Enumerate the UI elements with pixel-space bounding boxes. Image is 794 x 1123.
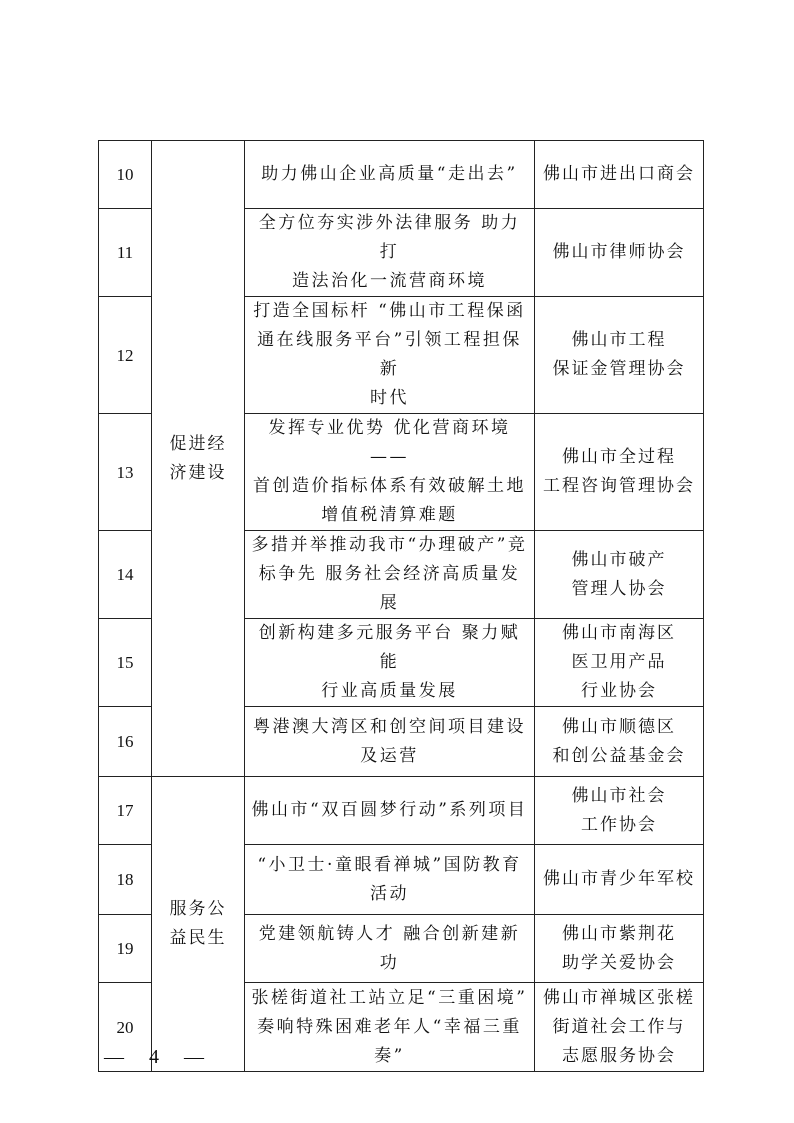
org-line: 佛山市青少年军校 — [543, 869, 695, 889]
org-line: 佛山市工程 — [571, 330, 667, 350]
project-line: 粤港澳大湾区和创空间项目建设 — [253, 716, 526, 737]
project-line: 奏” — [374, 1045, 405, 1066]
org-line: 街道社会工作与 — [552, 1016, 686, 1037]
project-cell — [245, 707, 535, 777]
project-cell — [245, 414, 535, 531]
organization-cell — [535, 915, 704, 983]
org-line: 工程咨询管理协会 — [543, 476, 695, 496]
row-number: 17 — [99, 777, 152, 845]
project-line: “小卫士·童眼看禅城”国防教育 — [257, 854, 522, 875]
project-line: 标争先 服务社会经济高质量发展 — [258, 564, 521, 613]
row-number: 11 — [99, 209, 152, 297]
org-line: 助学关爱协会 — [562, 952, 676, 973]
organization-cell — [535, 531, 704, 619]
project-line: 创新构建多元服务平台 聚力赋能 — [258, 623, 521, 672]
project-cell — [245, 297, 535, 414]
project-line: 及运营 — [360, 745, 419, 766]
org-line: 佛山市进出口商会 — [543, 164, 695, 184]
row-number: 19 — [99, 915, 152, 983]
org-line: 佛山市紫荆花 — [562, 923, 676, 944]
projects-table — [98, 140, 704, 1072]
page-number: — 4 — — [104, 1046, 214, 1068]
project-line: 首创造价指标体系有效破解土地 — [253, 476, 526, 496]
row-number: 20 — [99, 983, 152, 1072]
category-line: 益民生 — [169, 928, 227, 948]
project-line: 张槎街道社工站立足“三重困境” — [251, 987, 528, 1008]
project-line: 行业高质量发展 — [321, 681, 458, 701]
project-cell — [245, 531, 535, 619]
project-line: 发挥专业优势 优化营商环境—— — [268, 418, 511, 467]
table-row — [99, 777, 704, 845]
project-line: 党建领航铸人才 融合创新建新功 — [258, 923, 521, 973]
org-line: 佛山市破产 — [571, 549, 667, 570]
organization-cell — [535, 707, 704, 777]
organization-cell — [535, 845, 704, 915]
project-line: 打造全国标杆 “佛山市工程保函 — [253, 301, 526, 321]
org-line: 佛山市律师协会 — [552, 242, 686, 262]
org-line: 志愿服务协会 — [562, 1045, 676, 1066]
project-cell — [245, 845, 535, 915]
project-cell — [245, 777, 535, 845]
org-line: 和创公益基金会 — [552, 745, 686, 766]
category-cell — [152, 141, 245, 777]
project-cell — [245, 915, 535, 983]
row-number: 15 — [99, 619, 152, 707]
organization-cell — [535, 141, 704, 209]
org-line: 管理人协会 — [571, 578, 667, 599]
organization-cell — [535, 777, 704, 845]
project-line: 奏响特殊困难老年人“幸福三重 — [257, 1016, 522, 1037]
org-line: 佛山市禅城区张槎 — [543, 987, 695, 1008]
category-cell — [152, 777, 245, 1072]
project-cell — [245, 619, 535, 707]
row-number: 18 — [99, 845, 152, 915]
project-line: 造法治化一流营商环境 — [292, 271, 487, 291]
table-row — [99, 141, 704, 209]
category-line: 济建设 — [169, 462, 227, 483]
project-line: 佛山市“双百圆梦行动”系列项目 — [251, 800, 528, 820]
row-number: 12 — [99, 297, 152, 414]
org-line: 佛山市社会 — [571, 785, 667, 806]
organization-cell — [535, 297, 704, 414]
project-line: 活动 — [370, 883, 409, 904]
project-line: 全方位夯实涉外法律服务 助力打 — [258, 213, 521, 262]
project-line: 多措并举推动我市“办理破产”竞 — [251, 535, 528, 555]
row-number: 10 — [99, 141, 152, 209]
org-line: 工作协会 — [581, 814, 657, 835]
project-line: 增值税清算难题 — [321, 505, 458, 525]
row-number: 14 — [99, 531, 152, 619]
project-line: 助力佛山企业高质量“走出去” — [261, 164, 518, 184]
organization-cell — [535, 209, 704, 297]
organization-cell — [535, 619, 704, 707]
org-line: 医卫用产品 — [571, 652, 667, 672]
project-cell — [245, 983, 535, 1072]
project-line: 通在线服务平台”引领工程担保新 — [257, 330, 522, 379]
org-line: 行业协会 — [581, 681, 657, 701]
org-line: 佛山市南海区 — [562, 623, 676, 643]
category-line: 促进经 — [169, 433, 227, 454]
organization-cell — [535, 983, 704, 1072]
category-line: 服务公 — [169, 899, 227, 919]
project-cell — [245, 209, 535, 297]
row-number: 16 — [99, 707, 152, 777]
project-cell — [245, 141, 535, 209]
project-line: 时代 — [370, 388, 409, 408]
org-line: 佛山市顺德区 — [562, 716, 676, 737]
org-line: 佛山市全过程 — [562, 447, 676, 467]
organization-cell — [535, 414, 704, 531]
row-number: 13 — [99, 414, 152, 531]
org-line: 保证金管理协会 — [552, 359, 686, 379]
